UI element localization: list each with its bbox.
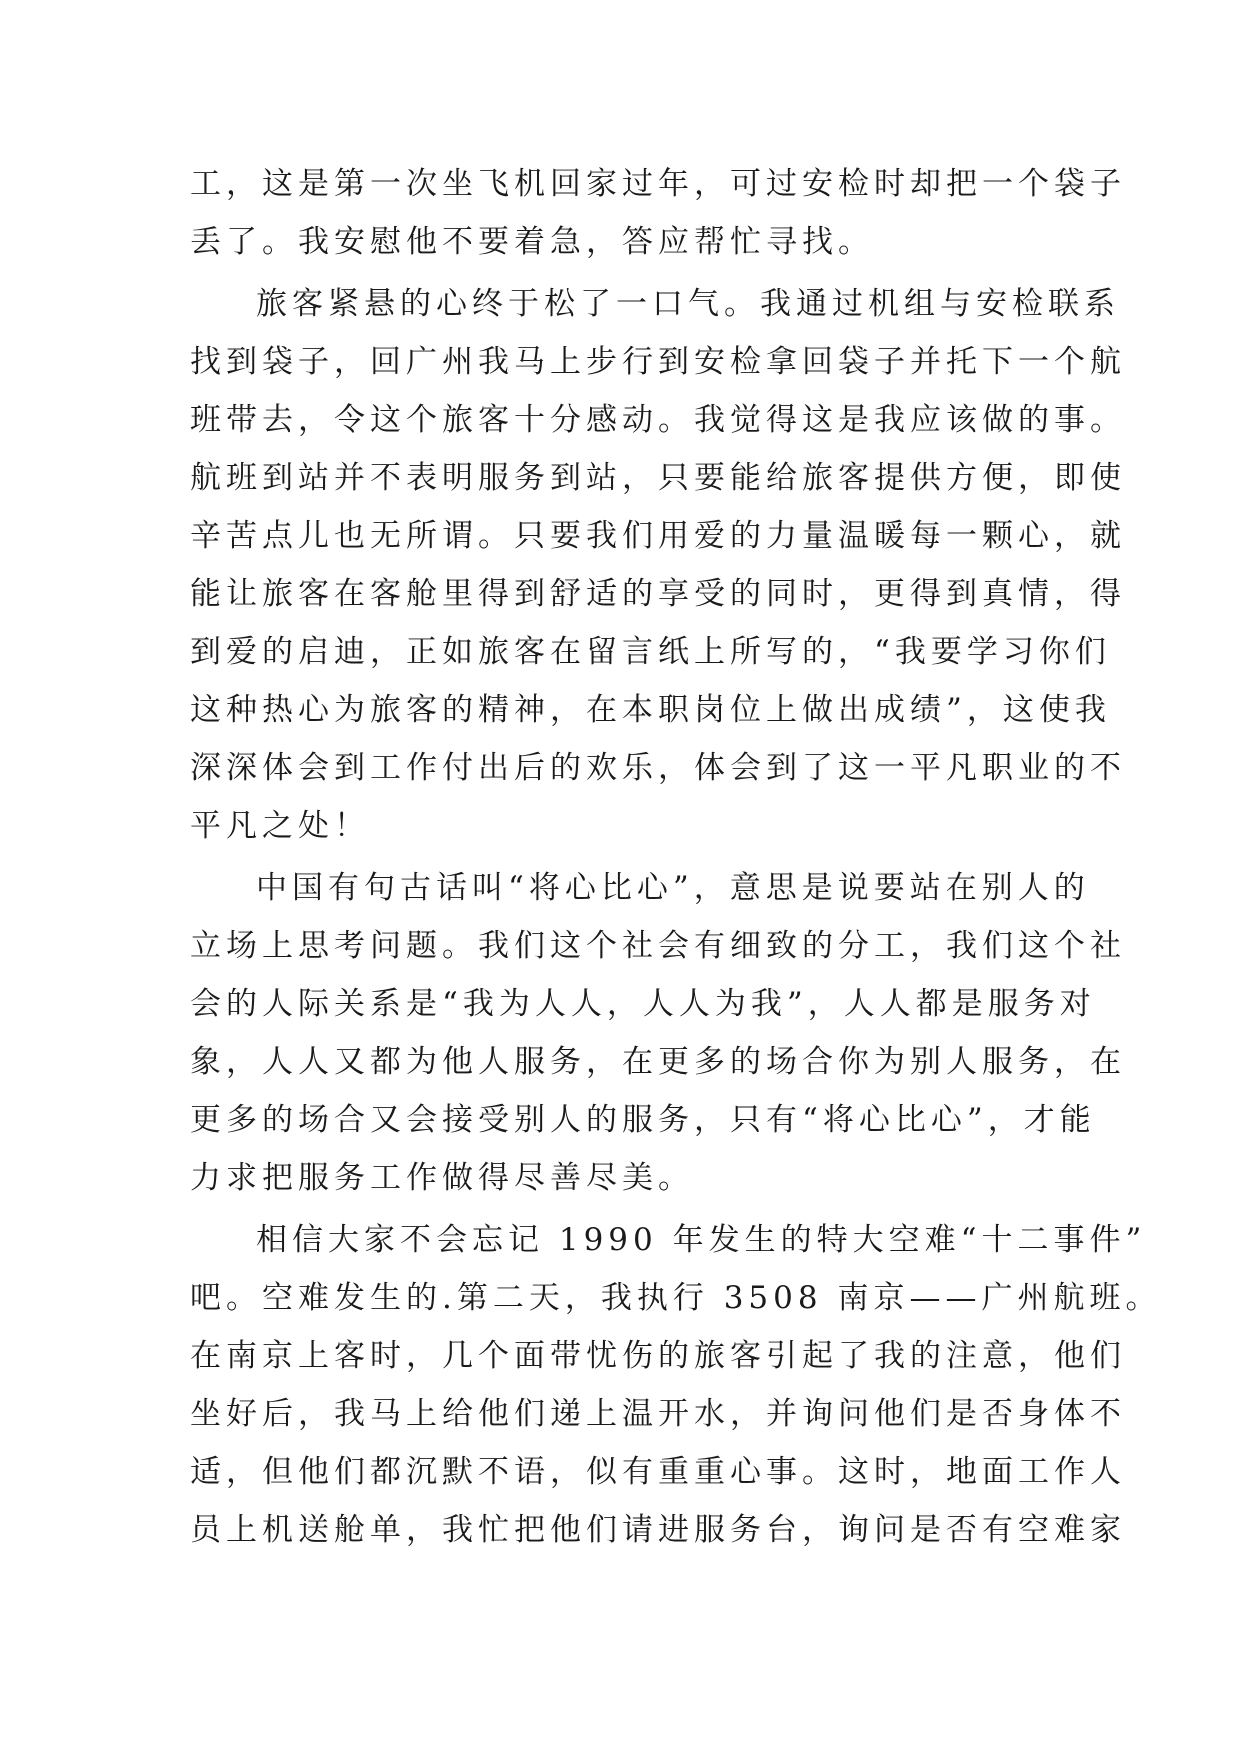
text-line: 平凡之处！ (190, 808, 370, 844)
paragraph-first-line: 中国有句古话叫“将心比心”，意思是说要站在别人的 (256, 870, 1090, 906)
text-line: 到爱的启迪，正如旅客在留言纸上所写的，“我要学习你们 (190, 634, 1111, 670)
text-line: 班带去，令这个旅客十分感动。我觉得这是我应该做的事。 (190, 402, 1126, 438)
text-line: 航班到站并不表明服务到站，只要能给旅客提供方便，即使 (190, 460, 1126, 496)
text-line: 员上机送舱单，我忙把他们请进服务台，询问是否有空难家 (190, 1512, 1126, 1548)
text-line: 这种热心为旅客的精神，在本职岗位上做出成绩”，这使我 (190, 692, 1111, 728)
text-line: 更多的场合又会接受别人的服务，只有“将心比心”，才能 (190, 1102, 1096, 1138)
text-line: 找到袋子，回广州我马上步行到安检拿回袋子并托下一个航 (190, 344, 1126, 380)
text-line: 工，这是第一次坐飞机回家过年，可过安检时却把一个袋子 (190, 166, 1126, 202)
text-line: 吧。空难发生的.第二天，我执行 3508 南京——广州航班。 (190, 1280, 1162, 1316)
text-line: 能让旅客在客舱里得到舒适的享受的同时，更得到真情，得 (190, 576, 1126, 612)
body-text (190, 155, 1162, 1559)
text-line: 辛苦点儿也无所谓。只要我们用爱的力量温暖每一颗心，就 (190, 518, 1126, 554)
text-line: 丢了。我安慰他不要着急，答应帮忙寻找。 (190, 224, 874, 260)
text-line: 适，但他们都沉默不语，似有重重心事。这时，地面工作人 (190, 1454, 1126, 1490)
text-line: 会的人际关系是“我为人人，人人为我”，人人都是服务对 (190, 986, 1096, 1022)
text-line: 深深体会到工作付出后的欢乐，体会到了这一平凡职业的不 (190, 750, 1126, 786)
paragraph-first-line: 旅客紧悬的心终于松了一口气。我通过机组与安检联系 (256, 286, 1120, 322)
text-line: 象，人人又都为他人服务，在更多的场合你为别人服务，在 (190, 1044, 1126, 1080)
text-line: 力求把服务工作做得尽善尽美。 (190, 1160, 694, 1196)
text-line: 在南京上客时，几个面带忧伤的旅客引起了我的注意，他们 (190, 1338, 1126, 1374)
text-line: 坐好后，我马上给他们递上温开水，并询问他们是否身体不 (190, 1396, 1126, 1432)
text-line: 立场上思考问题。我们这个社会有细致的分工，我们这个社 (190, 928, 1126, 964)
paragraph-first-line: 相信大家不会忘记 1990 年发生的特大空难“十二事件” (256, 1222, 1147, 1258)
